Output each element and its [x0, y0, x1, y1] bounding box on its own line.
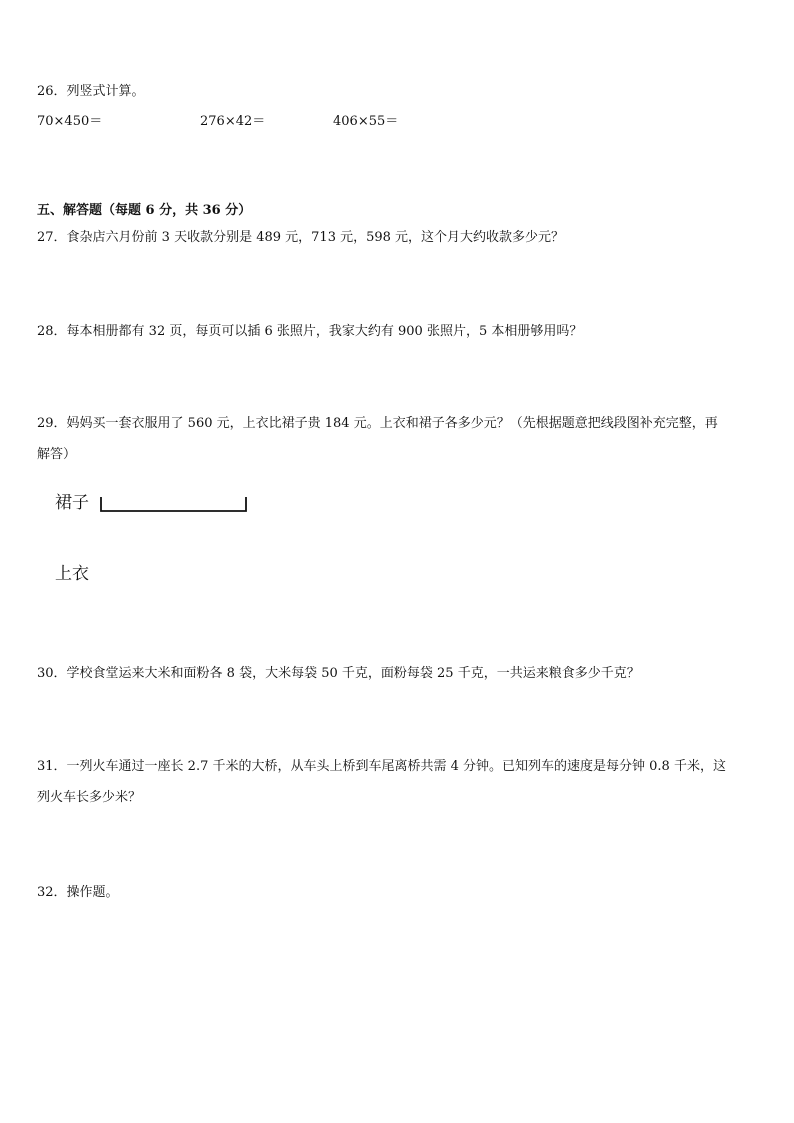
q28-text: 28．每本相册都有 32 页，每页可以插 6 张照片，我家大约有 900 张照片，5 本相册够用吗？ [37, 324, 583, 339]
segment-label-skirt: 裙子 [55, 493, 89, 513]
q26-calc-2: 276×42＝ [200, 114, 266, 129]
q29-text-line2: 解答） [37, 447, 77, 462]
q30-text: 30．学校食堂运来大米和面粉各 8 袋，大米每袋 50 千克，面粉每袋 25 千克，一共运来粮食多少千克？ [37, 666, 640, 681]
section-heading: 五、解答题（每题 6 分，共 36 分） [37, 203, 252, 218]
q32-text: 32．操作题。 [37, 885, 119, 900]
segment-label-top: 上衣 [55, 564, 89, 584]
q26-calc-3: 406×55＝ [333, 114, 399, 129]
q27-text: 27．食杂店六月份前 3 天收款分别是 489 元，713 元，598 元，这个月大约收款多少元？ [37, 230, 565, 245]
q31-text-line2: 列火车长多少米？ [37, 790, 142, 805]
skirt-segment [98, 495, 250, 515]
q31-text-line1: 31．一列火车通过一座长 2.7 千米的大桥，从车头上桥到车尾离桥共需 4 分钟。已知列车的速度是每分钟 0.8 千米，这 [37, 759, 726, 774]
q29-text-line1: 29．妈妈买一套衣服用了 560 元，上衣比裙子贵 184 元。上衣和裙子各多少元？（先根据题意把线段图补充完整，再 [37, 416, 718, 431]
q26-calc-1: 70×450＝ [37, 114, 103, 129]
q26-title: 26．列竖式计算。 [37, 84, 145, 99]
